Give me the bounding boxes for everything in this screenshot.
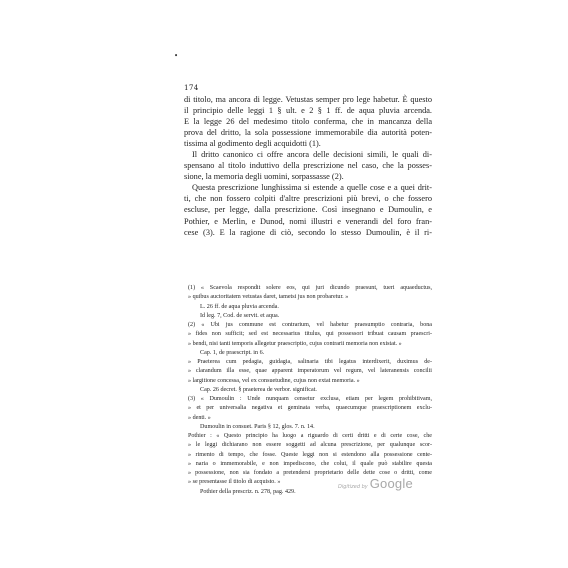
footnotes	[188, 284, 432, 497]
footnote-line: Pothier della prescriz. n. 278, pag. 429.	[200, 488, 296, 495]
footnote-line: Id leg. 7, Cod. de servit. et aqua.	[200, 312, 280, 319]
footnote-line: (1) « Scaevola respondit solere eos, qui juri dicundo praesunt, tueri aquaeductus,	[188, 285, 432, 291]
footnote-line: » naria o immemorabile, e non impediscono, che colui, il quale può stabilire questa	[188, 460, 432, 467]
body-line: prova del dritto, la sola possessione immemorabile dia autorità poten-	[184, 128, 432, 138]
page-number: 174	[184, 83, 199, 92]
google-logo: Google	[369, 476, 413, 491]
footnote-line: » et per universalia negativa et geminata verba, quaecumque praescriptionem exclu-	[188, 405, 432, 412]
body-line: E la legge 26 del medesimo titolo conferma, che in mancanza della	[184, 117, 432, 127]
footnote-line: » se presentasse il titolo di acquisto. »	[188, 479, 281, 486]
footnote-line: (3) « Dumoulin : Unde nunquam censetur exclusa, etiam per legem prohibitivam,	[188, 396, 432, 402]
footnote-line: » denti. »	[188, 414, 211, 421]
body-line: ti, che non fossero colpiti d'altre prescrizioni più brevi, o che fossero	[184, 194, 432, 204]
footnote-line: Pothier : « Questo principio ha luogo a riguardo di certi dritti e di certe cose, che	[188, 433, 432, 439]
footnote-line: Cap. 1, de praescript. in 6.	[200, 349, 265, 356]
body-line: spensano al titolo induttivo della prescrizione nel caso, che la posses-	[184, 161, 432, 171]
body-line: Pothier, e Merlin, e Dunod, nomi illustri e venerandi del foro fran-	[184, 216, 432, 226]
body-line: Questa prescrizione lunghissima si estende a quelle cose e a quei drit-	[192, 183, 432, 193]
footnote-line: L. 26 ff. de aqua pluvia arcenda.	[200, 303, 279, 310]
footnote-line: » rimento di tempo, che fosse. Queste leggi non si estendono alla possessione cente-	[188, 451, 432, 458]
body-line: tissima al godimento degli acquidotti (1).	[184, 139, 321, 149]
body-line: escluse, per legge, dalla prescrizione. Così insegnano e Dumoulin, e	[184, 205, 432, 215]
body-line: Il dritto canonico ci offre ancora delle decisioni simili, le quali di-	[192, 150, 432, 160]
footnote-line: (2) « Ubi jus commune est contrarium, vel habetur praesumptio contraria, bona	[188, 322, 432, 328]
footnote-line: » possessione, non sia fondato a pretendersi proprietario delle dette cose o dritti, come	[188, 470, 432, 476]
footnote-line: » fides non sufficit; sed est necessarius titulus, qui possessori tribuat causam praescri-	[188, 331, 432, 338]
body-line: di titolo, ma ancora di legge. Vetustas semper pro lege habetur. È questo	[184, 95, 432, 104]
footnote-line: Cap. 26 decret. § praeterea de verbor. significat.	[200, 386, 317, 393]
footnote-line: » bendi, nisi tanti temporis allegetur praescriptio, cujus contrarii memoria non existat. »	[188, 340, 402, 347]
body-line: sione, la memoria degli uomini, sorpassasse (2).	[184, 172, 344, 182]
footnote-line: » Praeterea cum pedagia, guidagia, salinaria tibi legatus interdixerit, duximus de-	[188, 359, 432, 365]
digitized-by-label: Digitized by	[338, 484, 368, 490]
footnote-line: » largitione concessa, vel ex consuetudine, cujus non extat memoria. »	[188, 377, 360, 384]
body-line: cese (3). E la ragione di ciò, secondo lo stesso Dumoulin, è il ri-	[184, 227, 432, 237]
footnote-line: » clarandum illa esse, quae apparent imperatorum vel regum, vel lateranensis concilii	[188, 368, 432, 375]
body-text	[184, 94, 432, 238]
google-watermark	[338, 476, 428, 496]
corner-mark: •	[174, 52, 179, 60]
body-line: il principio delle leggi 1 § ult. e 2 § 1 ff. de aqua pluvia arcenda.	[184, 106, 432, 116]
footnote-line: » quibus auctoritatem vetustas daret, tametsi jus non probaretur. »	[188, 294, 349, 301]
footnote-line: » le leggi dichiarano non essere soggetti ad alcuna prescrizione, per qualunque scor-	[188, 442, 432, 449]
footnote-line: Dumoulin in consuet. Paris § 12, glos. 7. n. 14.	[200, 423, 315, 430]
